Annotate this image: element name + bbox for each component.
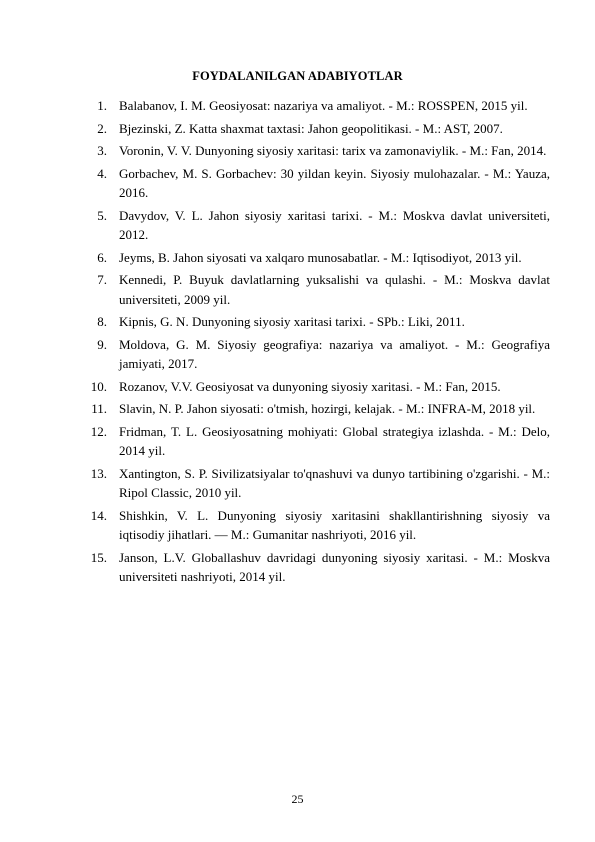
reference-item [86, 312, 550, 332]
reference-number [86, 119, 119, 139]
reference-item [86, 506, 550, 545]
reference-text: Kennedi, P. Buyuk davlatlarning yuksalishi va qulashi. - M.: Moskva davlat universiteti, 2009 yil. [119, 272, 550, 307]
reference-item [86, 141, 550, 161]
reference-number [86, 377, 119, 397]
reference-item [86, 399, 550, 419]
reference-list [86, 96, 550, 590]
reference-item [86, 422, 550, 461]
reference-number-label: 10. [90, 378, 107, 394]
reference-text: Moldova, G. M. Siyosiy geografiya: nazariya va amaliyot. - M.: Geografiya jamiyati, 2017. [119, 336, 550, 371]
reference-text: Xantington, S. P. Sivilizatsiyalar to'qnashuvi va dunyo tartibining o'zgarishi. - M.: Ripol Classic, 2010 yil. [119, 465, 550, 500]
reference-number [86, 464, 119, 484]
reference-number-label: 8. [97, 314, 107, 329]
reference-number-label: 2. [97, 120, 107, 136]
reference-number [86, 206, 119, 226]
reference-item [86, 464, 550, 503]
reference-number [86, 506, 119, 526]
reference-text: Jeyms, B. Jahon siyosati va xalqaro munosabatlar. - M.: Iqtisodiyot, 2013 yil. [119, 249, 522, 265]
reference-text: Fridman, T. L. Geosiyosatning mohiyati: Global strategiya izlashda. - M.: Delo, 2014 yil. [119, 423, 550, 458]
reference-number [86, 164, 119, 184]
reference-item [86, 119, 550, 139]
reference-number [86, 96, 119, 116]
reference-number-label: 11. [91, 401, 107, 416]
reference-text: Slavin, N. P. Jahon siyosati: o'tmish, hozirgi, kelajak. - M.: INFRA-M, 2018 yil. [119, 401, 536, 416]
reference-number [86, 141, 119, 161]
reference-number [86, 548, 119, 568]
reference-text: Davydov, V. L. Jahon siyosiy xaritasi tarixi. - M.: Moskva davlat universiteti, 2012. [119, 207, 550, 242]
reference-number-label: 1. [97, 98, 107, 113]
reference-number-label: 9. [97, 336, 107, 352]
reference-number-label: 13. [90, 465, 107, 481]
reference-number [86, 270, 119, 290]
reference-item [86, 377, 550, 397]
reference-item [86, 206, 550, 245]
reference-number [86, 422, 119, 442]
reference-item [86, 96, 550, 116]
reference-item [86, 548, 550, 587]
reference-number [86, 399, 119, 419]
reference-item [86, 270, 550, 309]
page-number: 25 [291, 792, 304, 806]
reference-text: Shishkin, V. L. Dunyoning siyosiy xaritasini shakllantirishning siyosiy va iqtisodiy jihatlari. — M.: Gumanitar nashriyoti, 2016 yil. [119, 507, 550, 542]
reference-text: Kipnis, G. N. Dunyoning siyosiy xaritasi tarixi. - SPb.: Liki, 2011. [119, 314, 465, 329]
reference-item [86, 164, 550, 203]
reference-text: Gorbachev, M. S. Gorbachev: 30 yildan keyin. Siyosiy mulohazalar. - M.: Yauza, 2016. [119, 165, 550, 200]
page-title: FOYDALANILGAN ADABIYOTLAR [192, 69, 403, 83]
reference-number [86, 248, 119, 268]
reference-text: Balabanov, I. M. Geosiyosat: nazariya va amaliyot. - M.: ROSSPEN, 2015 yil. [119, 98, 528, 113]
reference-number-label: 12. [90, 423, 107, 439]
reference-number-label: 5. [97, 207, 107, 223]
reference-item [86, 248, 550, 268]
reference-item [86, 335, 550, 374]
reference-text: Voronin, V. V. Dunyoning siyosiy xaritasi: tarix va zamonaviylik. - M.: Fan, 2014. [119, 143, 547, 158]
reference-number-label: 14. [90, 507, 107, 523]
reference-number-label: 15. [90, 549, 107, 565]
reference-number-label: 7. [97, 272, 107, 287]
reference-text: Janson, L.V. Globallashuv davridagi dunyoning siyosiy xaritasi. - M.: Moskva universiteti nashriyoti, 2014 yil. [119, 549, 550, 584]
reference-number [86, 312, 119, 332]
reference-number-label: 3. [97, 143, 107, 158]
reference-number-label: 6. [97, 249, 107, 265]
reference-number-label: 4. [97, 165, 107, 181]
reference-text: Rozanov, V.V. Geosiyosat va dunyoning siyosiy xaritasi. - M.: Fan, 2015. [119, 378, 501, 394]
reference-number [86, 335, 119, 355]
reference-text: Bjezinski, Z. Katta shaxmat taxtasi: Jahon geopolitikasi. - M.: AST, 2007. [119, 120, 503, 136]
